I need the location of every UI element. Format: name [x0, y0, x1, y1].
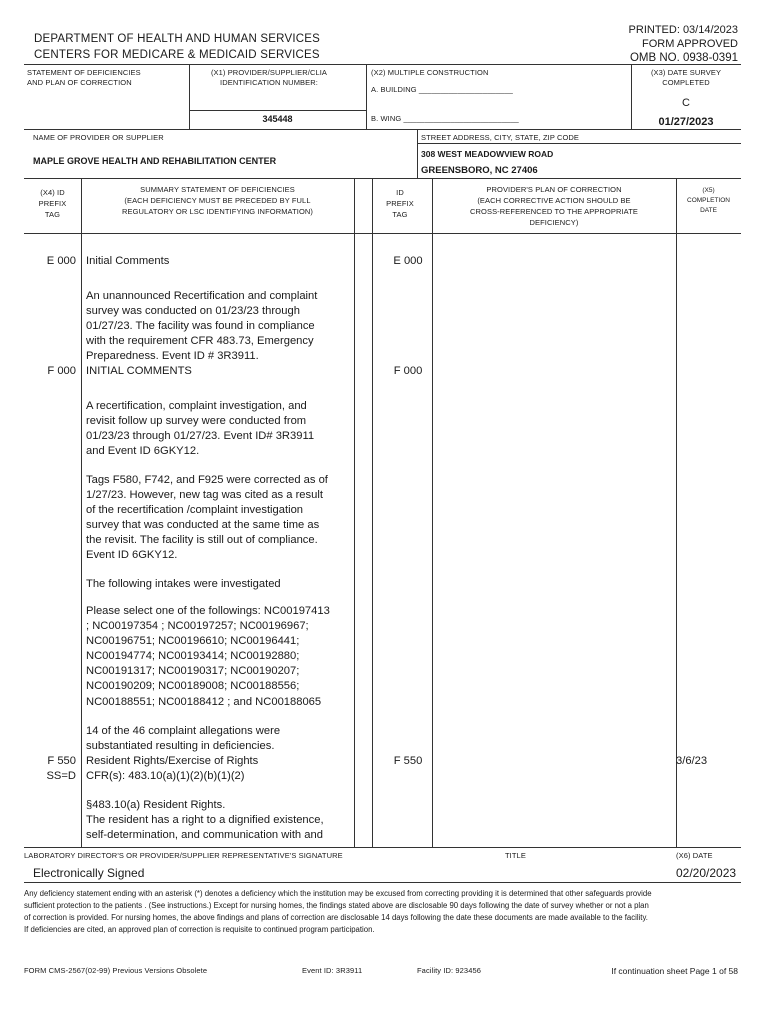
f000-paragraph-2: Tags F580, F742, and F925 were corrected as of 1/27/23. However, new tag was cited as a result of the recertification /complaint investigation survey that was conducted at the same time as the revisit. The facility is still out of compliance. Event ID 6GKY12.: [86, 474, 328, 562]
rule: [372, 178, 373, 847]
printed-date: PRINTED: 03/14/2023: [628, 24, 738, 36]
department-title: [34, 31, 320, 63]
rule: [24, 882, 741, 883]
statement-label-2: AND PLAN OF CORRECTION: [27, 78, 132, 87]
f000-paragraph-5: 14 of the 46 complaint allegations were substantiated resulting in deficiencies.: [86, 725, 281, 753]
x3-label-2: COMPLETED: [662, 78, 710, 87]
f000-paragraph-3: The following intakes were investigated: [86, 578, 281, 590]
rule: [24, 847, 741, 848]
x1-label-1: (X1) PROVIDER/SUPPLIER/CLIA: [210, 68, 328, 77]
col-summary-line: SUMMARY STATEMENT OF DEFICIENCIES: [140, 185, 295, 194]
x2-wing: B. WING ___________________________: [371, 114, 519, 123]
header-right: [629, 23, 738, 65]
rule: [24, 64, 741, 65]
e000-title: Initial Comments: [86, 255, 170, 267]
provider-name: MAPLE GROVE HEALTH AND REHABILITATION CENTER: [33, 156, 277, 166]
col-id-line: PREFIX: [386, 199, 414, 208]
rule: [366, 64, 367, 129]
col-plan-line: PROVIDER'S PLAN OF CORRECTION: [486, 185, 622, 194]
x1-label: [189, 68, 349, 88]
id-tag-e000: E 000: [393, 255, 423, 267]
rule: [417, 129, 418, 178]
form-id: FORM CMS-2567(02-99) Previous Versions Obsolete: [24, 966, 208, 975]
col-x4-line: TAG: [44, 210, 61, 219]
footer-event-id: Event ID: 3R3911: [302, 966, 363, 975]
e000-body: An unannounced Recertification and complaint survey was conducted on 01/23/23 through 01/27/23. The facility was found in compliance with the requirement CFR 483.73, Emergency Preparedness. Event ID # 3R3911.: [86, 290, 318, 363]
address-label: STREET ADDRESS, CITY, STATE, ZIP CODE: [421, 133, 580, 142]
rule: [417, 143, 741, 144]
date-label: (X6) DATE: [676, 851, 713, 860]
signature-label: LABORATORY DIRECTOR'S OR PROVIDER/SUPPLIER REPRESENTATIVE'S SIGNATURE: [24, 851, 343, 860]
tag-e000: E 000: [46, 255, 76, 267]
x1-label-2: IDENTIFICATION NUMBER:: [220, 78, 318, 87]
page-number: If continuation sheet Page 1 of 58: [611, 966, 738, 976]
rule: [24, 178, 741, 179]
tag-f550: F 550: [47, 755, 76, 767]
col-id-header: [372, 187, 428, 220]
footer-facility-id: Facility ID: 923456: [417, 966, 482, 975]
id-tag-f550: F 550: [393, 755, 423, 767]
f000-paragraph-4: Please select one of the followings: NC00197413 ; NC00197354 ; NC00197257; NC00196967; NC00196751; NC00196610; NC00196441; NC00194774; NC00193414; NC00192880; NC00191317; NC00190317; NC00190207; NC00190209; NC00189008; NC00188556; NC00188551; NC00188412 ; and NC00188065: [86, 605, 330, 708]
survey-completed-date: 01/27/2023: [658, 116, 714, 128]
id-tag-f000: F 000: [393, 365, 423, 377]
signature-date: 02/20/2023: [676, 866, 737, 880]
col-x5-line: COMPLETION: [687, 197, 730, 204]
address-line-1: 308 WEST MEADOWVIEW ROAD: [421, 149, 554, 159]
provider-id: 345448: [262, 114, 293, 124]
col-x5-line: DATE: [700, 207, 717, 214]
x3-label-1: (X3) DATE SURVEY: [650, 68, 722, 77]
disclaimer: Any deficiency statement ending with an asterisk (*) denotes a deficiency which the institution may be excused from correcting providing it is determined that other safeguards provide sufficient protection to the patients . (See instructions.) Except for nursing homes, the findings stated above are disclosable 90 days following the date of survey whether or not a plan of correction is provided. For nursing homes, the above findings and plans of correction are disclosable 14 days following the date these documents are made available to the facility. If deficiencies are cited, an approved plan of correction is requisite to continued program participation.: [24, 889, 652, 934]
x3-code: C: [682, 97, 690, 109]
statement-label-1: STATEMENT OF DEFICIENCIES: [27, 68, 141, 77]
col-summary-line: (EACH DEFICIENCY MUST BE PRECEDED BY FULL: [124, 196, 311, 205]
statement-label: [27, 68, 141, 88]
rule: [432, 178, 433, 847]
rule: [676, 178, 677, 847]
rule: [189, 110, 366, 111]
col-summary-line: REGULATORY OR LSC IDENTIFYING INFORMATION): [121, 207, 314, 216]
dept-line-2: CENTERS FOR MEDICARE & MEDICAID SERVICES: [34, 49, 320, 61]
col-x4-header: [24, 187, 81, 220]
rule: [354, 178, 355, 847]
col-x4-line: PREFIX: [38, 199, 67, 208]
x2-building: A. BUILDING ______________________: [371, 85, 513, 94]
omb-number: OMB NO. 0938-0391: [629, 52, 738, 64]
x3-label: [631, 68, 741, 88]
col-id-line: TAG: [392, 210, 408, 219]
f000-paragraph-1: A recertification, complaint investigation, and revisit follow up survey were conducted from 01/23/23 through 01/27/23. Event ID# 3R3911 and Event ID 6GKY12.: [86, 400, 315, 458]
col-x5-line: (X5): [702, 187, 715, 194]
dept-line-1: DEPARTMENT OF HEALTH AND HUMAN SERVICES: [34, 33, 320, 45]
col-plan-header: [432, 184, 676, 228]
rule: [24, 129, 741, 130]
f550-paragraph-1: §483.10(a) Resident Rights. The resident has a right to a dignified existence, self-determination, and communication with and: [86, 799, 324, 842]
tag-f550-scope: SS=D: [46, 770, 76, 782]
f000-title: INITIAL COMMENTS: [86, 365, 192, 377]
col-x4-line: (X4) ID: [40, 188, 65, 197]
col-summary-header: [81, 184, 354, 217]
col-id-line: ID: [396, 188, 404, 197]
f550-completion-date: 3/6/23: [676, 755, 708, 767]
tag-f000: F 000: [47, 365, 76, 377]
f550-cfr: CFR(s): 483.10(a)(1)(2)(b)(1)(2): [86, 770, 245, 782]
form-approved: FORM APPROVED: [642, 38, 738, 50]
col-x5-header: [676, 186, 741, 216]
rule: [81, 178, 82, 847]
signature-value: Electronically Signed: [33, 866, 145, 880]
address-line-2: GREENSBORO, NC 27406: [421, 165, 538, 176]
provider-name-label: NAME OF PROVIDER OR SUPPLIER: [33, 133, 164, 142]
col-plan-line: DEFICIENCY): [529, 218, 579, 227]
col-plan-line: CROSS-REFERENCED TO THE APPROPRIATE: [470, 207, 638, 216]
x2-label: (X2) MULTIPLE CONSTRUCTION: [371, 68, 489, 77]
rule: [24, 233, 741, 234]
title-label: TITLE: [505, 851, 526, 860]
col-plan-line: (EACH CORRECTIVE ACTION SHOULD BE: [477, 196, 631, 205]
f550-title: Resident Rights/Exercise of Rights: [86, 755, 259, 767]
